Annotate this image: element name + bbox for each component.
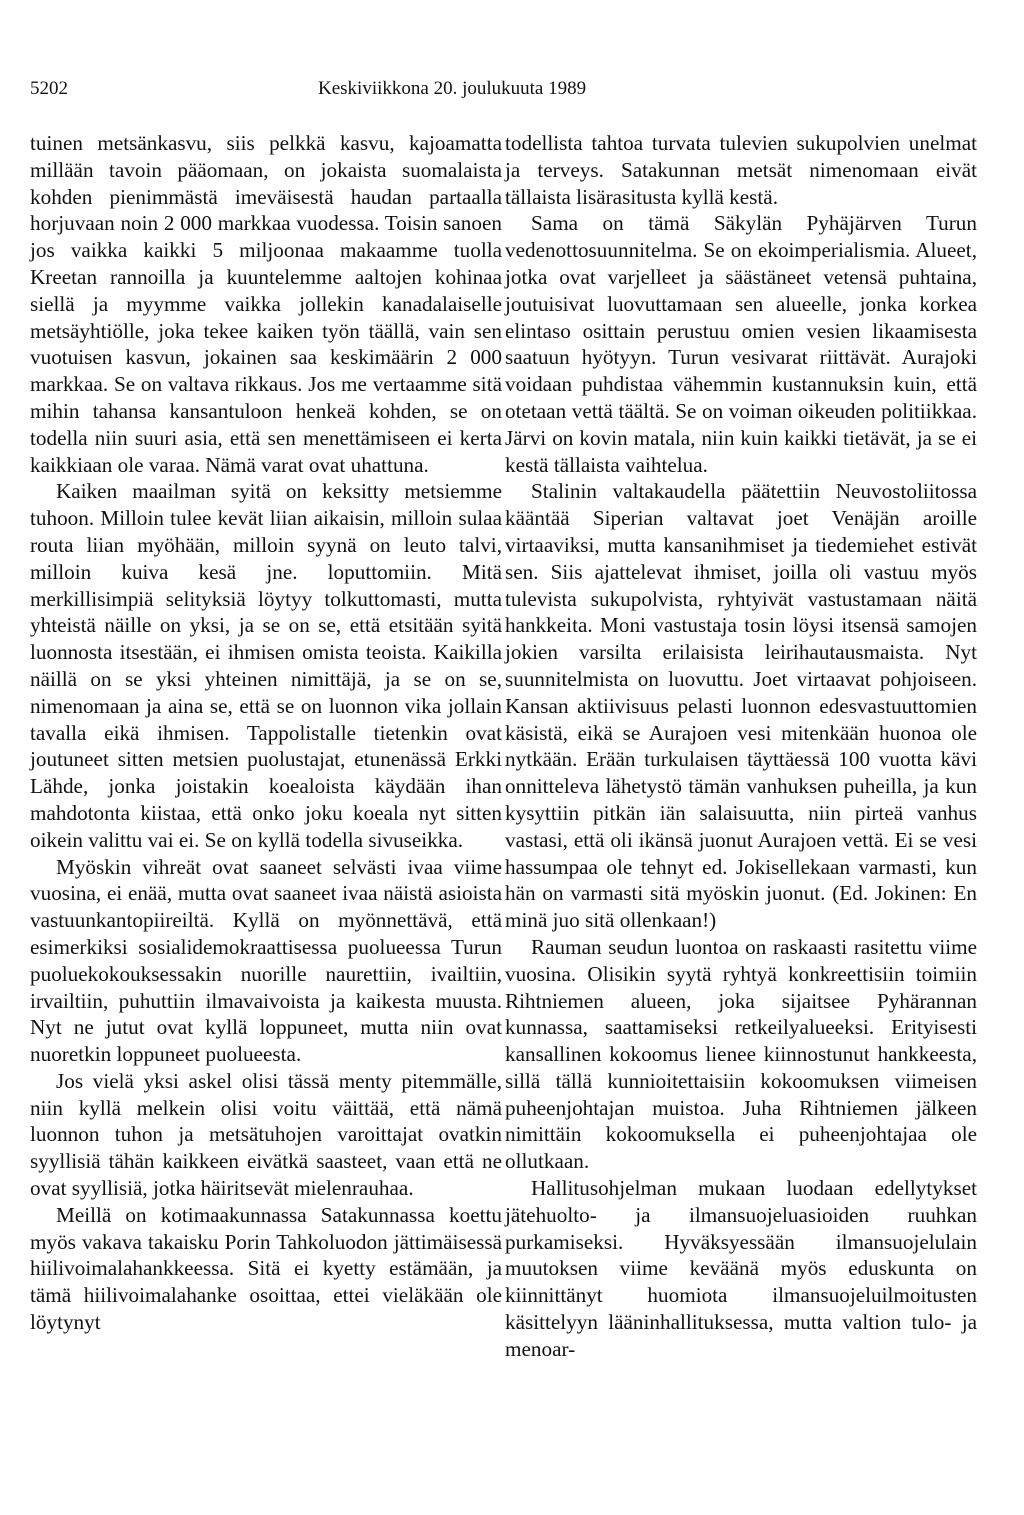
running-head: Keskiviikkona 20. joulukuuta 1989 (318, 78, 587, 99)
paragraph: Sama on tämä Säkylän Pyhäjärven Turun vedenottosuunnitelma. Se on ekoimperialismia. Alueet, jotka ovat varjelleet ja säästäneet vetensä puhtaina, joutuisivat luovuttamaan sen alueelle, jonka korkea elintaso osittain perustuu omien vesien likaamisesta saatuun hyötyyn. Turun vesivarat riittävät. Aurajoki voidaan puhdistaa vähemmin kustannuksin kuin, että otetaan vettä täältä. Se on voiman oikeuden politiikkaa. Järvi on kovin matala, niin kuin kaikki tietävät, ja se ei kestä tällaista vaihtelua. (505, 211, 977, 477)
right-column (505, 130, 977, 1363)
page-header (30, 75, 970, 103)
paragraph: Meillä on kotimaakunnassa Satakunnassa koettu myös vakava takaisku Porin Tahkoluodon jättimäisessä hiilivoimalahankkeessa. Sitä ei kyetty estämään, ja tämä hiilivoimalahanke osoittaa, ettei vieläkään ole löytynyt (30, 1202, 502, 1335)
paragraph: todellista tahtoa turvata tulevien sukupolvien unelmat ja terveys. Satakunnan metsät nimenomaan eivät tällaista lisärasitusta kyllä kestä. (505, 131, 977, 209)
paragraph: Stalinin valtakaudella päätettiin Neuvostoliitossa kääntää Siperian valtavat joet Venäjän aroille virtaaviksi, mutta kansanihmiset ja tiedemiehet estivät sen. Siis ajattelevat ihmiset, joilla oli vastuu myös tulevista sukupolvista, ryhtyivät vastustamaan näitä hankkeita. Moni vastustaja tosin löysi itsensä samojen jokien varsilta erilaisista leirihautausmaista. Nyt suunnitelmista on luovuttu. Joet virtaavat pohjoiseen. Kansan aktiivisuus pelasti luonnon edesvastuuttomien käsistä, eikä se Aurajoen vesi mitenkään huonoa ole nytkään. Erään turkulaisen täyttäessä 100 vuotta kävi onnitteleva lähetystö tämän vanhuksen puheilla, ja kun kysyttiin pitkän iän salaisuutta, niin pirteä vanhus vastasi, että oli ikänsä juonut Aurajoen vettä. Ei se vesi hassumpaa ole tehnyt ed. Jokisellekaan varmasti, kun hän on varmasti sitä myöskin juonut. (Ed. Jokinen: En minä juo sitä ollenkaan!) (505, 479, 977, 933)
paragraph: Myöskin vihreät ovat saaneet selvästi ivaa viime vuosina, ei enää, mutta ovat saaneet ivaa näistä asioista vastuunkantopiireiltä. Kyllä on myönnettävä, että esimerkiksi sosialidemokraattisessa puolueessa Turun puoluekokouksessakin nuorille naurettiin, ivailtiin, irvailtiin, puhuttiin ilmavaivoista ja kaikesta muusta. Nyt ne jutut ovat kyllä loppuneet, mutta niin ovat nuoretkin loppuneet puolueesta. (30, 854, 502, 1067)
page-number: 5202 (30, 78, 68, 99)
paragraph: Jos vielä yksi askel olisi tässä menty pitemmälle, niin kyllä melkein olisi voitu väittää, että nämä luonnon tuhon ja metsätuhojen varoittajat ovatkin syyllisiä tähän kaikkeen eivätkä saasteet, vaan että ne ovat syyllisiä, jotka häiritsevät mielenrauhaa. (30, 1068, 502, 1201)
paragraph: Rauman seudun luontoa on raskaasti rasitettu viime vuosina. Olisikin syytä ryhtyä konkreettisiin toimiin Rihtniemen alueen, joka sijaitsee Pyhärannan kunnassa, saattamiseksi retkeilyalueeksi. Erityisesti kansallinen kokoomus lienee kiinnostunut hankkeesta, sillä tällä kunnioitettaisiin kokoomuksen viimeisen puheenjohtajan muistoa. Juha Rihtniemen jälkeen nimittäin kokoomuksella ei puheenjohtajaa ole ollutkaan. (505, 934, 977, 1174)
paragraph: Hallitusohjelman mukaan luodaan edellytykset jätehuolto- ja ilmansuojeluasioiden ruuhkan purkamiseksi. Hyväksyessään ilmansuojelulain muutoksen viime keväänä myös eduskunta on kiinnittänyt huomiota ilmansuojeluilmoitusten käsittelyyn lääninhallituksessa, mutta valtion tulo- ja menoar- (505, 1176, 977, 1361)
left-column (30, 130, 502, 1336)
paragraph: tuinen metsänkasvu, siis pelkkä kasvu, kajoamatta millään tavoin pääomaan, on jokaista suomalaista kohden pienimmästä imeväisestä haudan partaalla horjuvaan noin 2 000 markkaa vuodessa. Toisin sanoen jos vaikka kaikki 5 miljoonaa makaamme tuolla Kreetan rannoilla ja kuuntelemme aaltojen kohinaa siellä ja myymme vaikka jollekin kanadalaiselle metsäyhtiölle, joka tekee kaiken työn täällä, vain sen vuotuisen kasvun, jokainen saa keskimäärin 2 000 markkaa. Se on valtava rikkaus. Jos me vertaamme sitä mihin tahansa kansantuloon henkeä kohden, se on todella niin suuri asia, että sen menettämiseen ei kerta kaikkiaan ole varaa. Nämä varat ovat uhattuna. (30, 131, 502, 477)
paragraph: Kaiken maailman syitä on keksitty metsiemme tuhoon. Milloin tulee kevät liian aikaisin, milloin sulaa routa liian myöhään, milloin syynä on leuto talvi, milloin kuiva kesä jne. loputtomiin. Mitä merkillisimpiä selityksiä löytyy tolkuttomasti, mutta yhteistä näille on yksi, ja se on se, että etsitään syitä luonnosta itsestään, ei ihmisen omista teoista. Kaikilla näillä on se yksi yhteinen nimittäjä, ja se on se, nimenomaan ja aina se, että se on luonnon vika jollain tavalla eikä ihmisen. Tappolistalle tietenkin ovat joutuneet sitten metsien puolustajat, etunenässä Erkki Lähde, jonka joistakin koealoista käydään ihan mahdotonta kiistaa, että onko joku koeala nyt sitten oikein valittu vai ei. Se on kyllä todella sivuseikka. (30, 479, 502, 852)
